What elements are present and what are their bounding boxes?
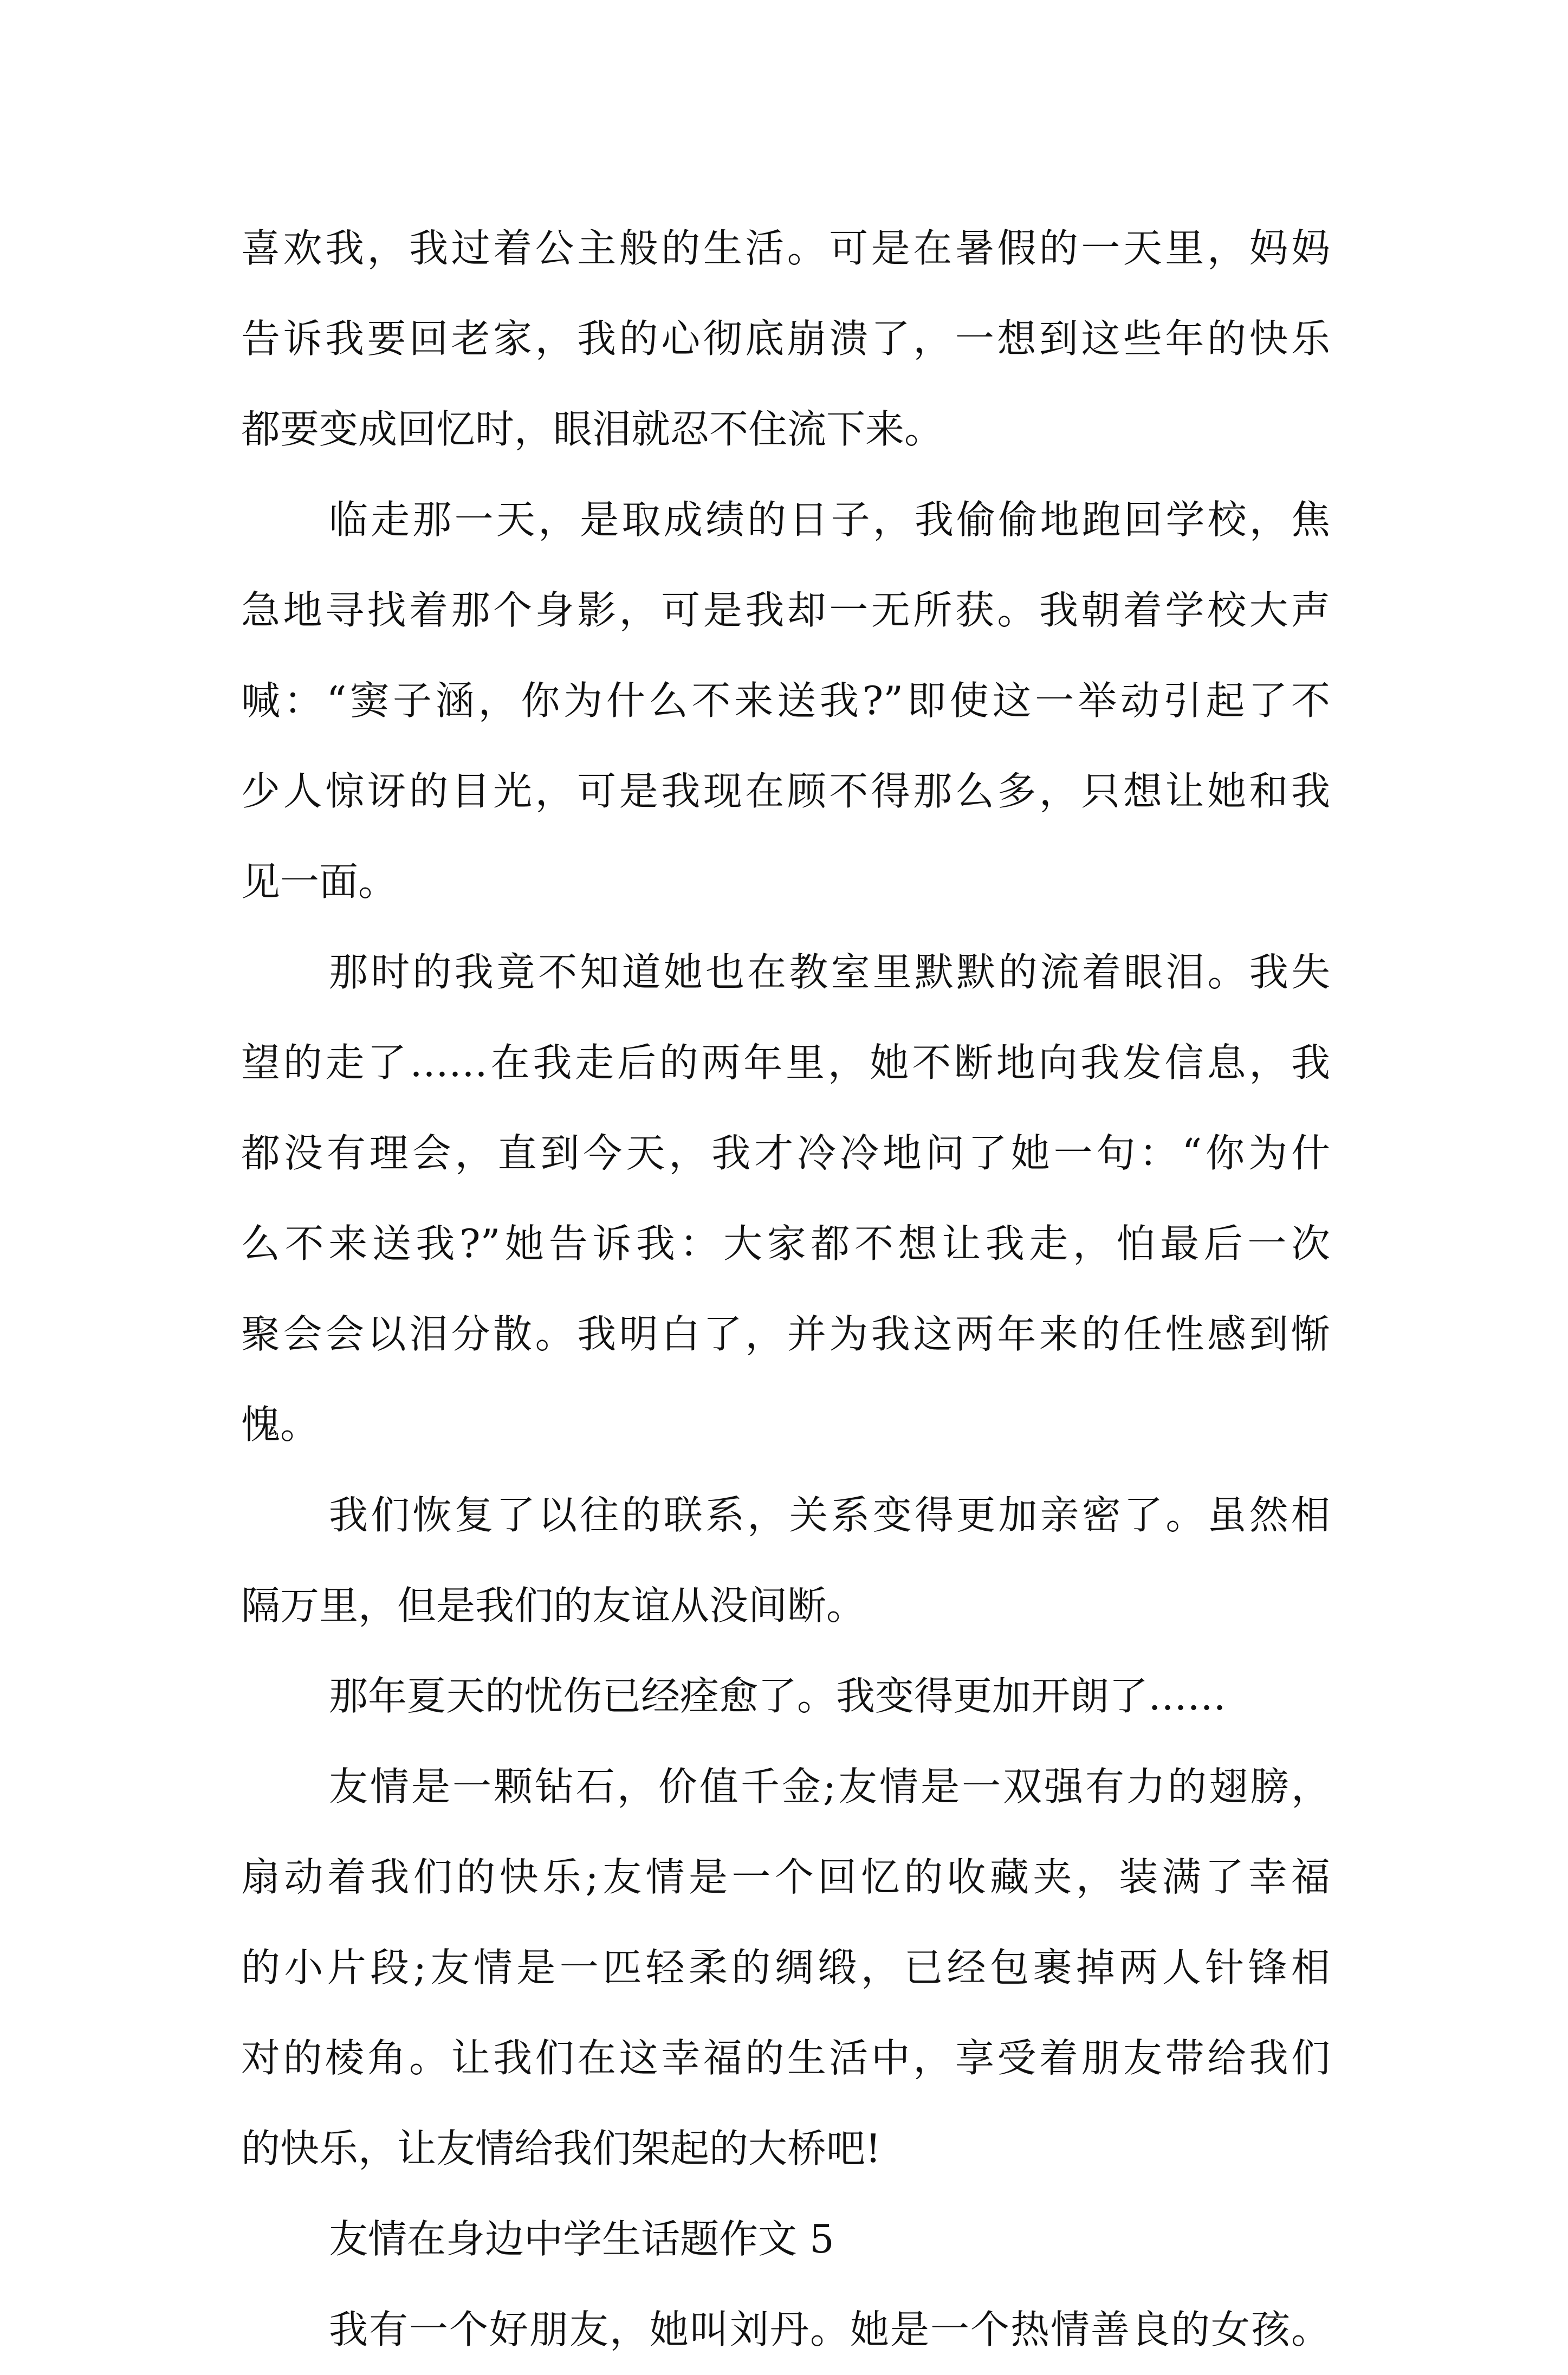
text-line: 的小片段;友情是一匹轻柔的绸缎，已经包裹掉两人针锋相 [241, 1945, 1330, 1990]
text-line: 告诉我要回老家，我的心彻底崩溃了，一想到这些年的快乐 [241, 316, 1330, 361]
section-heading: 友情在身边中学生话题作文 5 [329, 2216, 834, 2262]
text-line: 愧。 [241, 1402, 320, 1447]
text-line: 望的走了……在我走后的两年里，她不断地向我发信息，我 [241, 1040, 1330, 1085]
paragraph-first-line: 临走那一天，是取成绩的日子，我偷偷地跑回学校，焦 [329, 497, 1330, 542]
text-line: 对的棱角。让我们在这幸福的生活中，享受着朋友带给我们 [241, 2035, 1330, 2081]
paragraph-first-line: 友情是一颗钻石，价值千金;友情是一双强有力的翅膀， [329, 1764, 1330, 1809]
text-line: 都要变成回忆时，眼泪就忍不住流下来。 [241, 406, 944, 452]
text-line: 急地寻找着那个身影，可是我却一无所获。我朝着学校大声 [241, 587, 1330, 633]
paragraph-first-line: 那年夏天的忧伤已经痊愈了。我变得更加开朗了…… [329, 1673, 1227, 1719]
text-line: 扇动着我们的快乐;友情是一个回忆的收藏夹，装满了幸福 [241, 1854, 1330, 1900]
text-line: 少人惊讶的目光，可是我现在顾不得那么多，只想让她和我 [241, 768, 1330, 814]
text-line: 喜欢我，我过着公主般的生活。可是在暑假的一天里，妈妈 [241, 225, 1330, 271]
paragraph-first-line: 我们恢复了以往的联系，关系变得更加亲密了。虽然相 [329, 1492, 1330, 1538]
text-line: 隔万里，但是我们的友谊从没间断。 [241, 1583, 866, 1628]
text-line: 都没有理会，直到今天，我才冷冷地问了她一句：“你为什 [241, 1130, 1330, 1176]
text-line: 聚会会以泪分散。我明白了，并为我这两年来的任性感到惭 [241, 1311, 1330, 1357]
text-line: 么不来送我?”她告诉我：大家都不想让我走，怕最后一次 [241, 1221, 1330, 1266]
text-line: 喊：“窦子涵，你为什么不来送我?”即使这一举动引起了不 [241, 678, 1330, 723]
paragraph-first-line: 那时的我竟不知道她也在教室里默默的流着眼泪。我失 [329, 949, 1330, 995]
paragraph-first-line: 我有一个好朋友，她叫刘丹。她是一个热情善良的女孩。 [329, 2307, 1330, 2352]
text-line: 见一面。 [241, 859, 398, 904]
essay-body [241, 203, 1330, 2375]
text-line: 的快乐，让友情给我们架起的大桥吧! [241, 2126, 881, 2171]
